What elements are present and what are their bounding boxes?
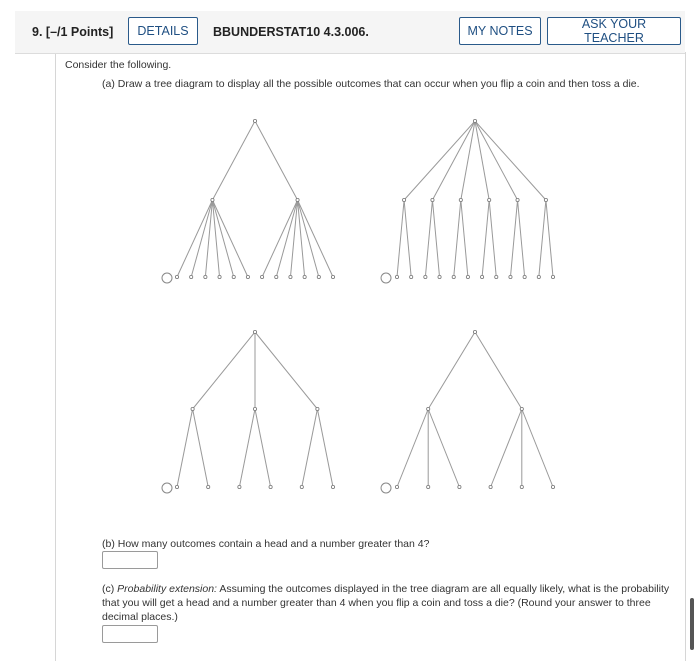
tree-branch [475, 332, 522, 409]
tree-leaf-node [260, 275, 263, 278]
tree-mid-node [544, 198, 547, 201]
tree-branch [482, 200, 489, 277]
tree-branch [404, 200, 411, 277]
tree-branch [255, 332, 317, 409]
tree-branch [432, 200, 439, 277]
tree-branch [425, 200, 432, 277]
tree-mid-node [296, 198, 299, 201]
tree-branch [239, 409, 255, 487]
tree-branch [539, 200, 546, 277]
tree-branch [510, 200, 517, 277]
tree-branch [404, 121, 475, 200]
tree-tree-2-6 [162, 119, 335, 283]
tree-leaf-node [395, 275, 398, 278]
part-c-rest: Assuming the outcomes displayed in the tree diagram are all equally likely, what is the probability that you will get a head and a number greater than 4 when you flip a coin and toss a die? (Round your answer to three decimal places.) [102, 583, 670, 623]
tree-mid-node [488, 198, 491, 201]
part-c-answer-input[interactable] [102, 625, 158, 643]
intro-text: Consider the following. [65, 59, 172, 71]
tree-branch [454, 200, 461, 277]
tree-leaf-node [190, 275, 193, 278]
tree-branch [212, 121, 255, 200]
tree-mid-node [253, 407, 256, 410]
tree-branch [546, 200, 553, 277]
tree-leaf-node [466, 275, 469, 278]
tree-leaf-node [207, 485, 210, 488]
tree-leaf-node [303, 275, 306, 278]
tree-leaf-node [523, 275, 526, 278]
tree-leaf-node [175, 275, 178, 278]
tree-leaf-node [275, 275, 278, 278]
tree-branch [193, 332, 255, 409]
tree-root-node [253, 119, 256, 122]
tree-branch [428, 332, 475, 409]
tree-mid-node [402, 198, 405, 201]
tree-leaf-node [289, 275, 292, 278]
tree-branch [428, 409, 459, 487]
tree-leaf-node [269, 485, 272, 488]
tree-leaf-node [218, 275, 221, 278]
tree-branch [522, 409, 553, 487]
tree-root-node [473, 330, 476, 333]
tree-branch [491, 409, 522, 487]
tree-branch [489, 200, 496, 277]
tree-mid-node [191, 407, 194, 410]
tree-mid-node [316, 407, 319, 410]
part-b-answer-input[interactable] [102, 551, 158, 569]
tree-leaf-node [458, 485, 461, 488]
tree-tree-2-3 [381, 330, 555, 493]
tree-leaf-node [452, 275, 455, 278]
tree-mid-node [520, 407, 523, 410]
radio-tree-6-2[interactable] [381, 273, 391, 283]
tree-branch [255, 409, 271, 487]
radio-tree-3-2[interactable] [162, 483, 172, 493]
tree-leaf-node [480, 275, 483, 278]
part-b-text: (b) How many outcomes contain a head and a number greater than 4? [102, 538, 430, 550]
tree-tree-3-2 [162, 330, 335, 493]
tree-leaf-node [246, 275, 249, 278]
part-c-label: (c) [102, 583, 115, 595]
tree-branch [475, 121, 489, 200]
tree-leaf-node [175, 485, 178, 488]
my-notes-button[interactable]: MY NOTES [459, 17, 541, 45]
tree-branch [397, 409, 428, 487]
tree-branch [518, 200, 525, 277]
tree-leaf-node [395, 485, 398, 488]
tree-branch [475, 121, 546, 200]
tree-branch [317, 409, 333, 487]
tree-branch [461, 200, 468, 277]
radio-tree-2-6[interactable] [162, 273, 172, 283]
tree-branch [475, 121, 518, 200]
tree-leaf-node [509, 275, 512, 278]
part-a-text: (a) Draw a tree diagram to display all the possible outcomes that can occur when you flip a coin and then toss a die. [102, 78, 640, 90]
ask-teacher-button[interactable]: ASK YOUR TEACHER [547, 17, 681, 45]
tree-leaf-node [427, 485, 430, 488]
tree-mid-node [516, 198, 519, 201]
tree-leaf-node [495, 275, 498, 278]
tree-leaf-node [520, 485, 523, 488]
tree-leaf-node [238, 485, 241, 488]
tree-leaf-node [317, 275, 320, 278]
tree-branch [432, 121, 475, 200]
tree-tree-6-2 [381, 119, 555, 283]
tree-mid-node [427, 407, 430, 410]
tree-branch [461, 121, 475, 200]
tree-leaf-node [424, 275, 427, 278]
tree-leaf-node [489, 485, 492, 488]
tree-mid-node [459, 198, 462, 201]
tree-leaf-node [300, 485, 303, 488]
radio-tree-2-3[interactable] [381, 483, 391, 493]
tree-leaf-node [232, 275, 235, 278]
tree-leaf-node [204, 275, 207, 278]
part-c-italic: Probability extension: [117, 583, 217, 595]
tree-leaf-node [331, 485, 334, 488]
tree-leaf-node [438, 275, 441, 278]
part-c-text [102, 582, 682, 624]
tree-leaf-node [551, 275, 554, 278]
tree-branch [255, 121, 298, 200]
tree-leaf-node [551, 485, 554, 488]
tree-root-node [473, 119, 476, 122]
tree-root-node [253, 330, 256, 333]
problem-code: BBUNDERSTAT10 4.3.006. [213, 25, 369, 39]
details-button[interactable]: DETAILS [128, 17, 198, 45]
tree-mid-node [211, 198, 214, 201]
tree-branch [397, 200, 404, 277]
tree-leaf-node [537, 275, 540, 278]
question-number-text: 9. [32, 25, 43, 39]
tree-branch [177, 409, 193, 487]
tree-branch [302, 409, 318, 487]
scrollbar[interactable] [690, 598, 694, 650]
tree-leaf-node [410, 275, 413, 278]
points-text: [–/1 Points] [45, 25, 114, 39]
tree-mid-node [431, 198, 434, 201]
tree-branch [193, 409, 209, 487]
tree-leaf-node [331, 275, 334, 278]
